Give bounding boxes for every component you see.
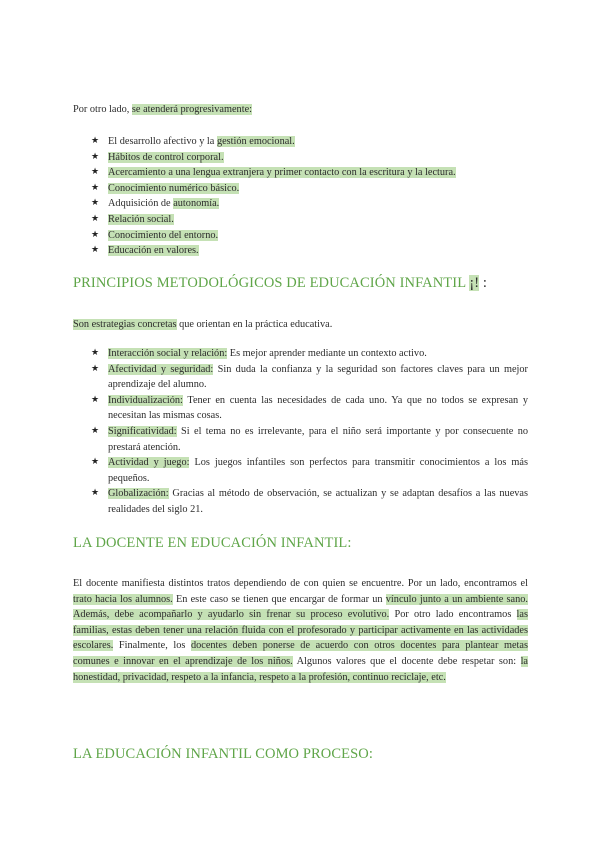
principle-term: Interacción social y relación: (108, 348, 228, 359)
docente-highlight: las familias, estas deben tener una relación fluida con el profesorado y participar activamente en las actividades escolares. (73, 609, 528, 652)
principle-description: Si el tema no es irrelevante, para el niño será importante y por consecuente no prestará atención. (108, 425, 528, 453)
docente-paragraph (73, 576, 528, 685)
principle-description: Los juegos infantiles son perfectos para transmitir conocimientos a los más pequeños. (108, 457, 528, 484)
star-bullet-icon: ★ (91, 425, 100, 436)
section-heading-docente: LA DOCENTE EN EDUCACIÓN INFANTIL: (73, 535, 352, 551)
item-text: El desarrollo afectivo y la (108, 136, 217, 147)
principle-description: Gracias al método de observación, se actualizan y se adaptan desafíos a las nuevas realidades del siglo 21. (108, 488, 528, 515)
list-item (73, 243, 528, 259)
list-item (73, 150, 528, 166)
star-bullet-icon: ★ (91, 182, 100, 193)
item-highlight: Educación en valores. (108, 245, 199, 257)
docente-text: El docente manifiesta distintos tratos dependiendo de con quien se encuentre. Por un lado, encontramos el (73, 578, 528, 589)
principle-term: Individualización: (108, 394, 183, 406)
intro-paragraph (73, 102, 528, 118)
strategies-text: que orientan en la práctica educativa. (176, 319, 333, 330)
section-heading-principios (73, 275, 487, 292)
item-highlight: autonomía. (173, 198, 220, 210)
item-highlight: Acercamiento a una lengua extranjera y primer contacto con la escritura y la lectura. (108, 167, 456, 179)
list-item (73, 212, 528, 228)
list-item (73, 362, 528, 393)
development-list (73, 134, 528, 259)
docente-highlight: la honestidad, privacidad, respeto a la infancia, respeto a la profesión, continuo reciclaje, etc. (73, 655, 528, 683)
heading-suffix: : (479, 275, 488, 291)
star-bullet-icon: ★ (91, 488, 100, 499)
docente-highlight: trato hacia los alumnos. (73, 593, 173, 605)
star-bullet-icon: ★ (91, 229, 100, 240)
principle-description: Sin duda la confianza y la seguridad son factores claves para un mejor aprendizaje del alumno. (108, 363, 528, 391)
principles-list (73, 346, 528, 518)
star-bullet-icon: ★ (91, 198, 100, 209)
intro-text: Por otro lado, (73, 104, 132, 115)
heading-text: PRINCIPIOS METODOLÓGICOS DE EDUCACIÓN INFANTIL (73, 275, 470, 291)
list-item (73, 393, 528, 424)
docente-highlight: docentes deben ponerse de acuerdo con otros docentes para plantear metas comunes e innovar en el aprendizaje de los niños. (73, 640, 528, 667)
item-text: Adquisición de (108, 198, 174, 210)
list-item (73, 424, 528, 455)
principle-description: Es mejor aprender mediante un contexto activo. (227, 348, 427, 359)
item-highlight: Conocimiento numérico básico. (108, 182, 240, 194)
docente-text: Por otro lado encontramos (389, 609, 517, 621)
star-bullet-icon: ★ (91, 167, 100, 178)
strategies-paragraph (73, 317, 528, 333)
item-highlight: Conocimiento del entorno. (108, 229, 219, 241)
item-highlight: gestión emocional. (216, 136, 295, 147)
heading-highlight: ¡! (469, 275, 480, 291)
list-item (73, 486, 528, 517)
docente-text: En este caso se tienen que encargar de formar un (172, 593, 386, 605)
item-highlight: Relación social. (108, 213, 174, 225)
star-bullet-icon: ★ (91, 151, 100, 162)
section-heading-proceso: LA EDUCACIÓN INFANTIL COMO PROCESO: (73, 746, 373, 762)
star-bullet-icon: ★ (91, 213, 100, 224)
item-highlight: Hábitos de control corporal. (108, 151, 224, 163)
list-item (73, 196, 528, 212)
intro-highlight: se atenderá progresivamente: (131, 104, 252, 115)
star-bullet-icon: ★ (91, 348, 100, 358)
star-bullet-icon: ★ (91, 394, 100, 405)
star-bullet-icon: ★ (91, 363, 100, 374)
strategies-highlight: Son estrategias concretas (73, 319, 177, 330)
star-bullet-icon: ★ (91, 136, 100, 146)
principle-term: Globalización: (108, 488, 169, 500)
list-item (73, 165, 528, 181)
star-bullet-icon: ★ (91, 457, 100, 468)
docente-text: Finalmente, los (113, 640, 191, 652)
principle-description: Tener en cuenta las necesidades de cada uno. Ya que no todos se expresan y necesitan las mismas cosas. (108, 394, 528, 422)
list-item (73, 228, 528, 244)
principle-term: Afectividad y seguridad: (108, 363, 214, 375)
list-item (73, 134, 528, 150)
principle-term: Significatividad: (108, 425, 177, 437)
list-item (73, 455, 528, 486)
star-bullet-icon: ★ (91, 245, 100, 256)
list-item (73, 181, 528, 197)
docente-text: Algunos valores que el docente debe respetar son: (292, 655, 521, 667)
docente-highlight: vínculo junto a un ambiente sano. Además, debe acompañarlo y ayudarlo sin frenar su proceso evolutivo. (73, 593, 528, 621)
list-item (73, 346, 528, 362)
principle-term: Actividad y juego: (108, 457, 190, 469)
